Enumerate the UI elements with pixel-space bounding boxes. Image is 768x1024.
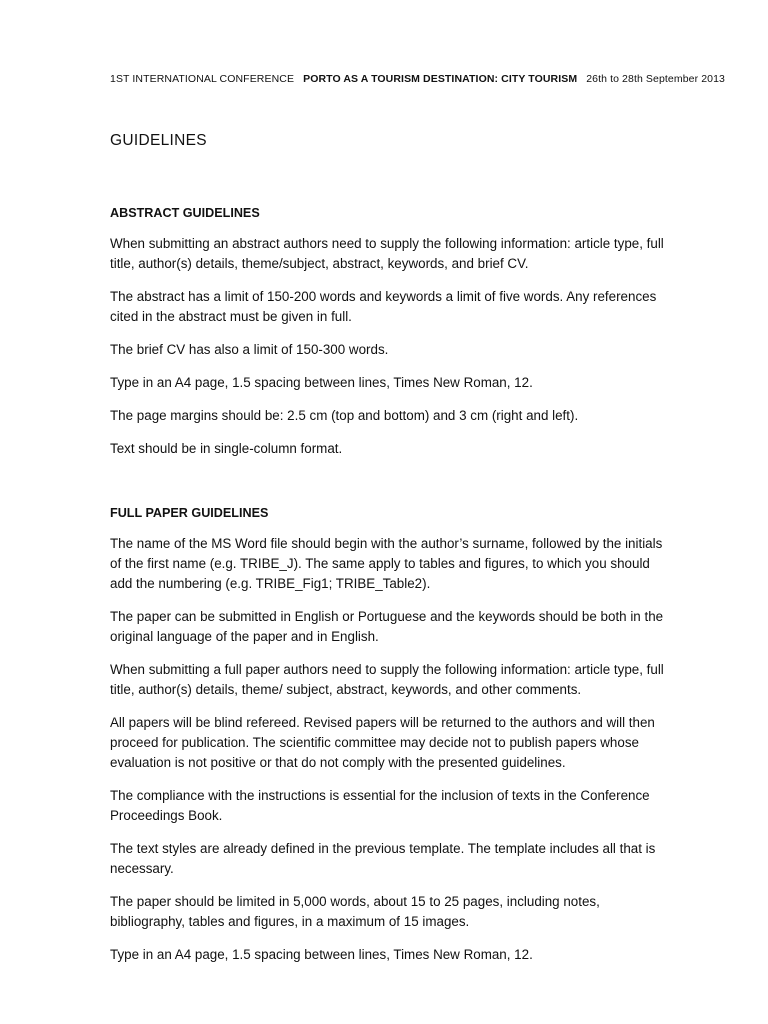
conference-header — [110, 73, 750, 85]
abstract-paragraph: The brief CV has also a limit of 150-300 words. — [110, 342, 389, 357]
abstract-guidelines-heading: ABSTRACT GUIDELINES — [110, 206, 260, 220]
full-paper-paragraph: The paper can be submitted in English or Portuguese and the keywords should be both in the original language of the paper and in English. — [110, 609, 664, 644]
conference-theme: PORTO AS A TOURISM DESTINATION: CITY TOURISM — [303, 73, 578, 85]
full-paper-paragraph: The text styles are already defined in the previous template. The template includes all that is necessary. — [110, 841, 656, 876]
abstract-paragraph: The page margins should be: 2.5 cm (top and bottom) and 3 cm (right and left). — [110, 408, 579, 423]
conference-name: 1ST INTERNATIONAL CONFERENCE — [110, 73, 295, 85]
section-spacer — [110, 472, 670, 503]
full-paper-paragraph: The name of the MS Word file should begin with the author’s surname, followed by the initials of the first name (e.g. TRIBE_J). The same apply to tables and figures, to which you should add the numbering (e.g. TRIBE_Fig1; TRIBE_Table2). — [110, 536, 663, 591]
page-title: GUIDELINES — [110, 132, 207, 149]
abstract-paragraph: When submitting an abstract authors need to supply the following information: article type, full title, author(s) details, theme/subject, abstract, keywords, and brief CV. — [110, 236, 664, 271]
abstract-paragraph: The abstract has a limit of 150-200 words and keywords a limit of five words. Any references cited in the abstract must be given in full. — [110, 289, 657, 324]
full-paper-paragraph: The paper should be limited in 5,000 words, about 15 to 25 pages, including notes, bibliography, tables and figures, in a maximum of 15 images. — [110, 894, 600, 929]
conference-dates: 26th to 28th September 2013 — [586, 73, 725, 85]
document-body — [110, 203, 670, 978]
full-paper-paragraph: The compliance with the instructions is essential for the inclusion of texts in the Conference Proceedings Book. — [110, 788, 650, 823]
full-paper-paragraph: When submitting a full paper authors need to supply the following information: article type, full title, author(s) details, theme/ subject, abstract, keywords, and other comments. — [110, 662, 664, 697]
full-paper-paragraph: Type in an A4 page, 1.5 spacing between lines, Times New Roman, 12. — [110, 947, 533, 962]
full-paper-guidelines-heading: FULL PAPER GUIDELINES — [110, 506, 269, 520]
abstract-paragraph: Type in an A4 page, 1.5 spacing between lines, Times New Roman, 12. — [110, 375, 533, 390]
full-paper-paragraph: All papers will be blind refereed. Revised papers will be returned to the authors and will then proceed for publication. The scientific committee may decide not to publish papers whose evaluation is not positive or that do not comply with the presented guidelines. — [110, 715, 655, 770]
abstract-paragraph: Text should be in single-column format. — [110, 441, 343, 456]
